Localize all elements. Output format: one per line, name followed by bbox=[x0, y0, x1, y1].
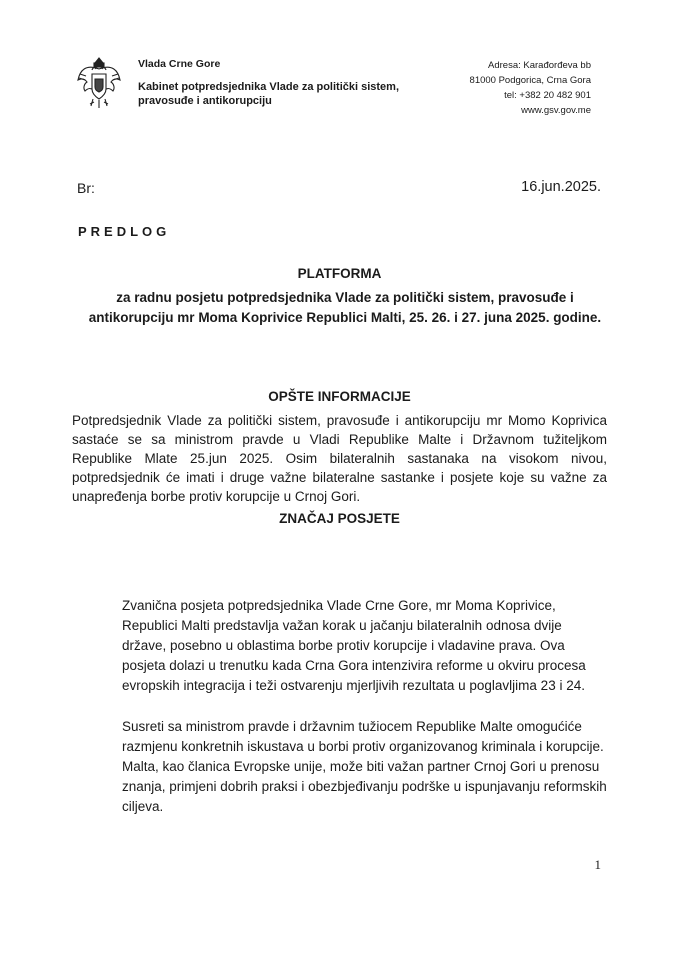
address-city: 81000 Podgorica, Crna Gora bbox=[469, 75, 591, 86]
document-date: 16.jun.2025. bbox=[521, 179, 601, 195]
cabinet-name bbox=[138, 80, 468, 108]
cabinet-name-line1: Kabinet potpredsjednika Vlade za politički sistem, bbox=[138, 81, 400, 93]
document-subtitle: za radnu posjetu potpredsjednika Vlade za politički sistem, pravosuđe i antikorupciju mr Moma Koprivice Republici Malti, 25. 26. i 27. juna 2025. godine. bbox=[88, 290, 602, 325]
section-heading-significance: ZNAČAJ POSJETE bbox=[279, 511, 400, 526]
page-number: 1 bbox=[594, 857, 601, 872]
section-heading-general-info: OPŠTE INFORMACIJE bbox=[268, 389, 411, 404]
reference-number-label: Br: bbox=[77, 180, 95, 196]
address-phone: tel: +382 20 482 901 bbox=[504, 90, 591, 101]
government-name: Vlada Crne Gore bbox=[138, 58, 221, 70]
proposal-label: PREDLOG bbox=[78, 224, 171, 239]
significance-paragraph-2: Susreti sa ministrom pravde i državnim tužiocem Republike Malte omogućiće razmjenu konkretnih iskustava u borbi protiv organizovanog kriminala i korupcije. Malta, kao članica Evropske unije, može biti važan partner Crnoj Gori u prenosu znanja, primjeni dobrih praksi i obezbjeđivanju podrške u ispunjavanju reformskih ciljeva. bbox=[122, 719, 607, 814]
cabinet-name-line2: pravosuđe i antikorupciju bbox=[138, 95, 272, 107]
general-info-paragraph: Potpredsjednik Vlade za politički sistem, pravosuđe i antikorupciju mr Momo Koprivica sastaće se sa ministrom pravde u Vladi Republike Malte i Državnom tužiteljkom Republike Mlate 25.jun 2025. Osim bilateralnih sastanaka na visokom nivou, potpredsjednik će imati i druge važne bilateralne sastanke i posjete koje su važne za unapređenja borbe protiv korupcije u Crnoj Gori. bbox=[72, 413, 607, 504]
address-street: Adresa: Karađorđeva bb bbox=[488, 60, 591, 71]
significance-paragraph-1: Zvanična posjeta potpredsjednika Vlade Crne Gore, mr Moma Koprivice, Republici Malti predstavlja važan korak u jačanju bilateralnih odnosa dvije države, posebno u oblastima borbe protiv korupcije i vladavine prava. Ova posjeta dolazi u trenutku kada Crna Gora intenzivira reforme u okviru procesa evropskih integracija i teži ostvarenju mjerljivih rezultata u poglavljima 23 i 24. bbox=[122, 598, 586, 693]
address-block bbox=[470, 58, 591, 118]
coat-of-arms-icon bbox=[76, 56, 122, 110]
document-title: PLATFORMA bbox=[297, 266, 382, 281]
address-website: www.gsv.gov.me bbox=[521, 105, 591, 116]
